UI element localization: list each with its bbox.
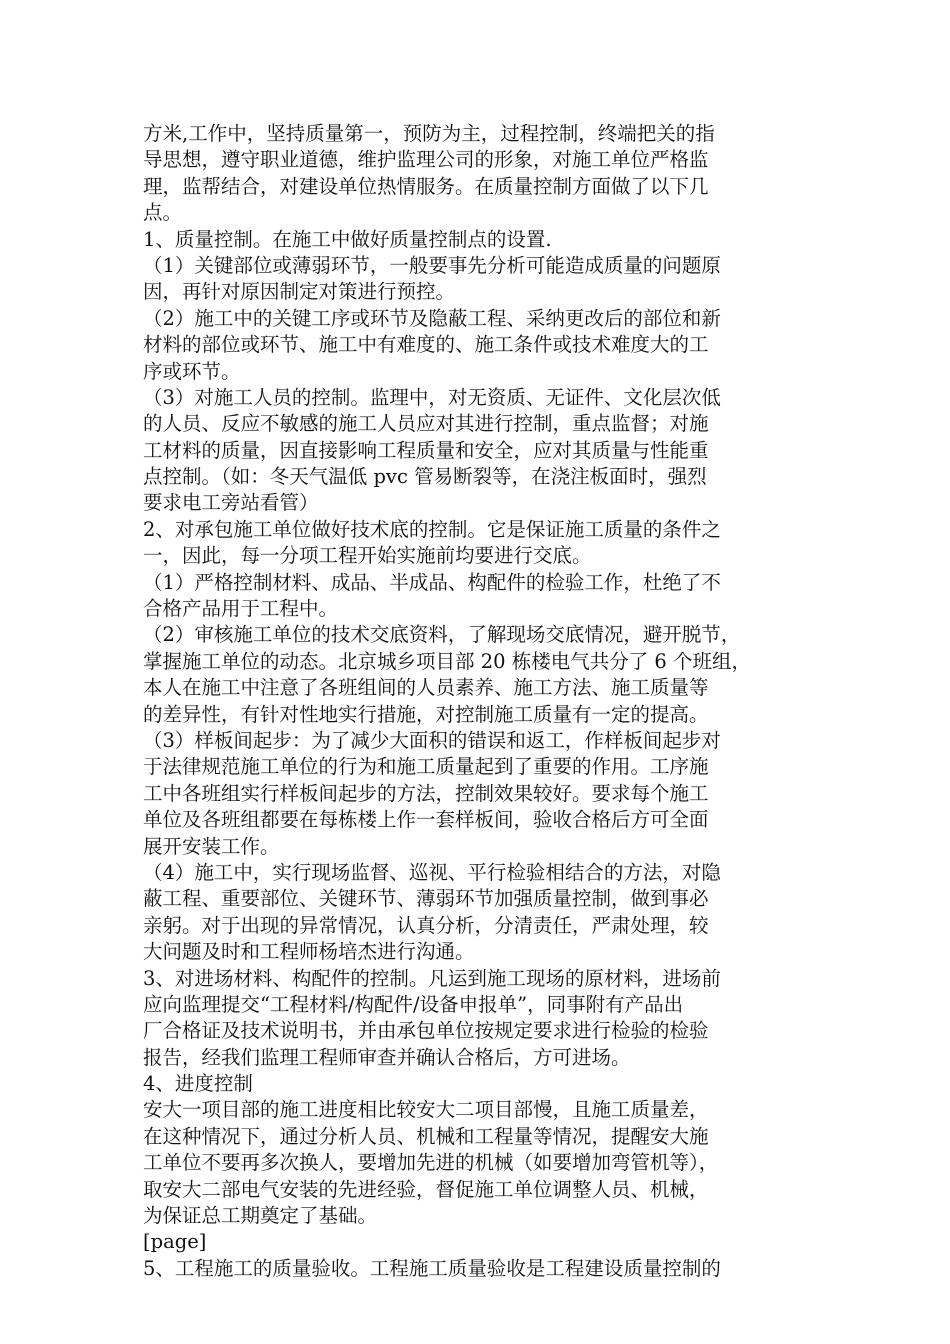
text-line: （3）样板间起步：为了减少大面积的错误和返工，作样板间起步对 <box>143 728 721 752</box>
text-line: （2）审核施工单位的技术交底资料，了解现场交底情况，避开脱节， <box>143 623 741 647</box>
text-line: 要求电工旁站看管） <box>143 491 319 515</box>
text-line: 理，监帮结合，对建设单位热情服务。在质量控制方面做了以下几 <box>143 174 709 198</box>
text-line: 的人员、反应不敏感的施工人员应对其进行控制，重点监督；对施 <box>143 412 709 436</box>
text-line: 合格产品用于工程中。 <box>143 597 339 621</box>
section-heading-2: 2、对承包施工单位做好技术底的控制。它是保证施工质量的条件之 <box>143 517 721 541</box>
section-heading-1: 1、质量控制。在施工中做好质量控制点的设置. <box>143 227 552 251</box>
text-line: 在这种情况下，通过分析人员、机械和工程量等情况，提醒安大施 <box>143 1124 709 1148</box>
text-line: （1）严格控制材料、成品、半成品、构配件的检验工作，杜绝了不 <box>143 570 721 594</box>
text-line: 单位及各班组都要在每栋楼上作一套样板间，验收合格后方可全面 <box>143 808 709 832</box>
section-heading-5: 5、工程施工的质量验收。工程施工质量验收是工程建设质量控制的 <box>143 1256 721 1280</box>
text-line: 工材料的质量，因直接影响工程质量和安全，应对其质量与性能重 <box>143 438 709 462</box>
text-line: 工单位不要再多次换人，要增加先进的机械（如要增加弯管机等）， <box>143 1151 719 1175</box>
text-line: 导思想，遵守职业道德，维护监理公司的形象，对施工单位严格监 <box>143 148 709 172</box>
section-heading-3: 3、对进场材料、构配件的控制。凡运到施工现场的原材料，进场前 <box>143 966 721 990</box>
document-body <box>143 121 813 1282</box>
text-line: 方米,工作中，坚持质量第一，预防为主，过程控制，终端把关的指 <box>143 122 715 145</box>
text-line: 点。 <box>143 201 183 225</box>
page-break-marker: [page] <box>143 1230 207 1254</box>
text-line: 本人在施工中注意了各班组间的人员素养、施工方法、施工质量等 <box>143 676 709 700</box>
text-line: 应向监理提交“工程材料/构配件/设备申报单”，同事附有产品出 <box>143 992 684 1016</box>
section-heading-4: 4、进度控制 <box>143 1072 253 1096</box>
text-line: （1）关键部位或薄弱环节，一般要事先分析可能造成质量的问题原 <box>143 253 721 277</box>
text-line: 的差异性，有针对性地实行措施，对控制施工质量有一定的提高。 <box>143 702 709 726</box>
text-line: 材料的部位或环节、施工中有难度的、施工条件或技术难度大的工 <box>143 333 709 357</box>
text-line: 取安大二部电气安装的先进经验，督促施工单位调整人员、机械， <box>143 1177 709 1201</box>
text-line: 为保证总工期奠定了基础。 <box>143 1204 378 1228</box>
text-line: 工中各班组实行样板间起步的方法，控制效果较好。要求每个施工 <box>143 781 709 805</box>
text-line: （2）施工中的关键工序或环节及隐蔽工程、采纳更改后的部位和新 <box>143 306 721 330</box>
text-line: 厂合格证及技术说明书，并由承包单位按规定要求进行检验的检验 <box>143 1019 709 1043</box>
text-line: 展开安装工作。 <box>143 834 280 858</box>
text-line: 报告，经我们监理工程师审查并确认合格后，方可进场。 <box>143 1045 631 1069</box>
text-line: 大问题及时和工程师杨培杰进行沟通。 <box>143 940 475 964</box>
text-line: （4）施工中，实行现场监督、巡视、平行检验相结合的方法，对隐 <box>143 860 721 884</box>
text-line: 一，因此，每一分项工程开始实施前均要进行交底。 <box>143 544 592 568</box>
text-line: 亲躬。对于出现的异常情况，认真分析，分清责任，严肃处理，较 <box>143 913 709 937</box>
text-line: 安大一项目部的施工进度相比较安大二项目部慢，且施工质量差， <box>143 1098 709 1122</box>
text-line: 序或环节。 <box>143 359 241 383</box>
text-line: （3）对施工人员的控制。监理中，对无资质、无证件、文化层次低 <box>143 385 721 409</box>
text-line: 点控制。（如：冬天气温低 pvc 管易断裂等，在浇注板面时，强烈 <box>143 465 707 489</box>
text-line: 于法律规范施工单位的行为和施工质量起到了重要的作用。工序施 <box>143 755 709 779</box>
text-line: 因，再针对原因制定对策进行预控。 <box>143 280 456 304</box>
text-line: 掌握施工单位的动态。北京城乡项目部 20 栋楼电气共分了 6 个班组， <box>143 649 752 673</box>
text-line: 蔽工程、重要部位、关键环节、薄弱环节加强质量控制，做到事必 <box>143 887 709 911</box>
